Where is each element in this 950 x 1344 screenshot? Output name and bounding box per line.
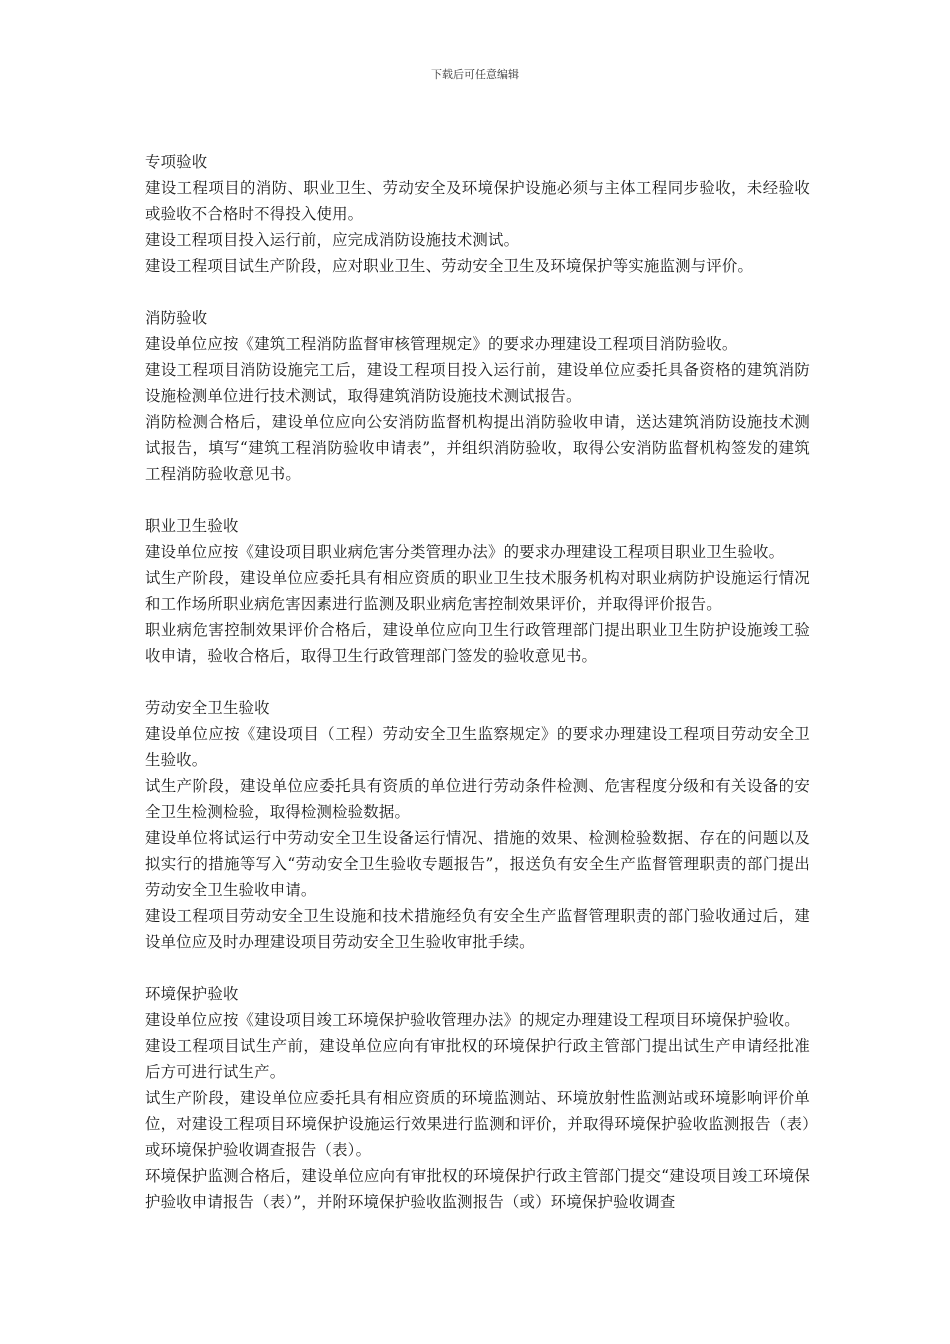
section-title: 劳动安全卫生验收: [145, 699, 270, 717]
paragraph: 建设单位将试运行中劳动安全卫生设备运行情况、措施的效果、检测检验数据、存在的问题以及拟实行的措施等写入“劳动安全卫生验收专题报告”，报送负有安全生产监督管理职责的部门提出劳动安全卫生验收申请。: [145, 829, 810, 899]
page-header: 下载后可任意编辑: [431, 68, 519, 81]
section-title: 职业卫生验收: [145, 517, 239, 535]
section-labor-safety-acceptance: [145, 695, 810, 955]
paragraph: 建设工程项目消防设施完工后，建设工程项目投入运行前，建设单位应委托具备资格的建筑消防设施检测单位进行技术测试，取得建筑消防设施技术测试报告。: [145, 361, 810, 405]
paragraph: 建设工程项目试生产阶段，应对职业卫生、劳动安全卫生及环境保护等实施监测与评价。: [145, 257, 754, 275]
paragraph: 建设工程项目试生产前，建设单位应向有审批权的环境保护行政主管部门提出试生产申请经批准后方可进行试生产。: [145, 1037, 810, 1081]
paragraph: 职业病危害控制效果评价合格后，建设单位应向卫生行政管理部门提出职业卫生防护设施竣工验收申请，验收合格后，取得卫生行政管理部门签发的验收意见书。: [145, 621, 810, 665]
paragraph: 试生产阶段，建设单位应委托具有资质的单位进行劳动条件检测、危害程度分级和有关设备的安全卫生检测检验，取得检测检验数据。: [145, 777, 810, 821]
section-title: 环境保护验收: [145, 985, 239, 1003]
section-special-acceptance: [145, 149, 810, 279]
paragraph: 建设单位应按《建设项目竣工环境保护验收管理办法》的规定办理建设工程项目环境保护验收。: [145, 1011, 800, 1029]
paragraph: 试生产阶段，建设单位应委托具有相应资质的职业卫生技术服务机构对职业病防护设施运行情况和工作场所职业病危害因素进行监测及职业病危害控制效果评价，并取得评价报告。: [145, 569, 810, 613]
section-fire-acceptance: [145, 305, 810, 487]
section-title: 专项验收: [145, 153, 208, 171]
paragraph: 建设单位应按《建设项目职业病危害分类管理办法》的要求办理建设工程项目职业卫生验收。: [145, 543, 785, 561]
section-environmental-acceptance: [145, 981, 810, 1215]
section-title: 消防验收: [145, 309, 208, 327]
paragraph: 环境保护监测合格后，建设单位应向有审批权的环境保护行政主管部门提交“建设项目竣工环境保护验收申请报告（表）”，并附环境保护验收监测报告（或）环境保护验收调查: [145, 1167, 810, 1211]
paragraph: 建设工程项目的消防、职业卫生、劳动安全及环境保护设施必须与主体工程同步验收，未经验收或验收不合格时不得投入使用。: [145, 179, 810, 223]
paragraph: 建设工程项目投入运行前，应完成消防设施技术测试。: [145, 231, 520, 249]
paragraph: 试生产阶段，建设单位应委托具有相应资质的环境监测站、环境放射性监测站或环境影响评价单位，对建设工程项目环境保护设施运行效果进行监测和评价，并取得环境保护验收监测报告（表）或环境保护验收调查报告（表）。: [145, 1089, 810, 1159]
paragraph: 消防检测合格后，建设单位应向公安消防监督机构提出消防验收申请，送达建筑消防设施技术测试报告，填写“建筑工程消防验收申请表”，并组织消防验收，取得公安消防监督机构签发的建筑工程消防验收意见书。: [145, 413, 810, 483]
document-body: [145, 149, 810, 1241]
paragraph: 建设单位应按《建筑工程消防监督审核管理规定》的要求办理建设工程项目消防验收。: [145, 335, 738, 353]
paragraph: 建设工程项目劳动安全卫生设施和技术措施经负有安全生产监督管理职责的部门验收通过后，建设单位应及时办理建设项目劳动安全卫生验收审批手续。: [145, 907, 810, 951]
section-occupational-health-acceptance: [145, 513, 810, 669]
paragraph: 建设单位应按《建设项目（工程）劳动安全卫生监察规定》的要求办理建设工程项目劳动安全卫生验收。: [145, 725, 810, 769]
